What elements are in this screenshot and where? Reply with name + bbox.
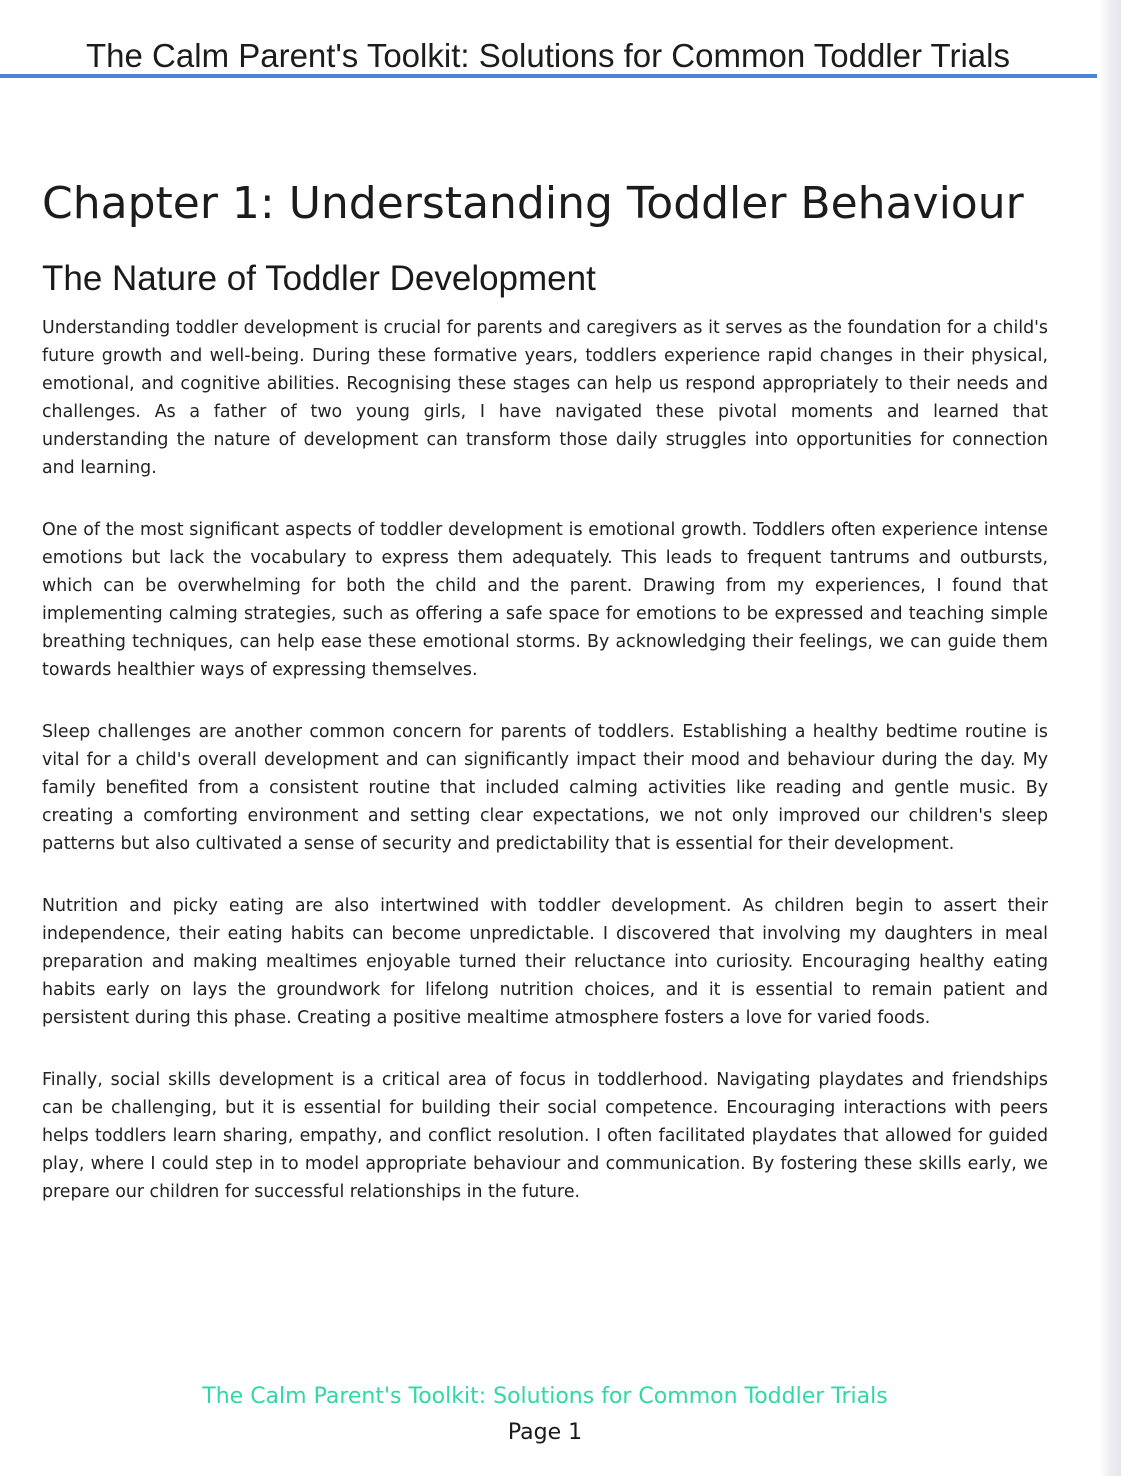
paragraph: One of the most significant aspects of toddler development is emotional growth. Toddlers often experience intense emotions but lack the vocabulary to express them adequately. This leads to frequent tantrums and outbursts, which can be overwhelming for both the child and the parent. Drawing from my experiences, I found that implementing calming strategies, such as offering a safe space for emotions to be expressed and teaching simple breathing techniques, can help ease these emotional storms. By acknowledging their feelings, we can guide them towards healthier ways of expressing themselves. xyxy=(42,520,1048,680)
chapter-title: Chapter 1: Understanding Toddler Behaviour xyxy=(42,178,1024,229)
section-title: The Nature of Toddler Development xyxy=(42,259,596,298)
page-edge-shadow xyxy=(1099,0,1121,1476)
page-number: Page 1 xyxy=(507,1420,583,1445)
paragraph: Sleep challenges are another common concern for parents of toddlers. Establishing a healthy bedtime routine is vital for a child's overall development and can significantly impact their mood and behaviour during the day. My family benefited from a consistent routine that included calming activities like reading and gentle music. By creating a comforting environment and setting clear expectations, we not only improved our children's sleep patterns but also cultivated a sense of security and predictability that is essential for their development. xyxy=(42,722,1048,854)
paragraph: Nutrition and picky eating are also intertwined with toddler development. As children begin to assert their independence, their eating habits can become unpredictable. I discovered that involving my daughters in meal preparation and making mealtimes enjoyable turned their reluctance into curiosity. Encouraging healthy eating habits early on lays the groundwork for lifelong nutrition choices, and it is essential to remain patient and persistent during this phase. Creating a positive mealtime atmosphere fosters a love for varied foods. xyxy=(42,896,1048,1028)
page-header xyxy=(0,28,1096,76)
header-divider xyxy=(0,74,1097,78)
body-text xyxy=(42,314,1048,1240)
paragraph: Understanding toddler development is crucial for parents and caregivers as it serves as the foundation for a child's future growth and well-being. During these formative years, toddlers experience rapid changes in their physical, emotional, and cognitive abilities. Recognising these stages can help us respond appropriately to their needs and challenges. As a father of two young girls, I have navigated these pivotal moments and learned that understanding the nature of development can transform those daily struggles into opportunities for connection and learning. xyxy=(42,318,1048,478)
footer-title: The Calm Parent's Toolkit: Solutions for Common Toddler Trials xyxy=(202,1384,888,1409)
header-title: The Calm Parent's Toolkit: Solutions for Common Toddler Trials xyxy=(86,37,1010,74)
paragraph: Finally, social skills development is a critical area of focus in toddlerhood. Navigating playdates and friendships can be challenging, but it is essential for building their social competence. Encouraging interactions with peers helps toddlers learn sharing, empathy, and conflict resolution. I often facilitated playdates that allowed for guided play, where I could step in to model appropriate behaviour and communication. By fostering these skills early, we prepare our children for successful relationships in the future. xyxy=(42,1070,1048,1202)
